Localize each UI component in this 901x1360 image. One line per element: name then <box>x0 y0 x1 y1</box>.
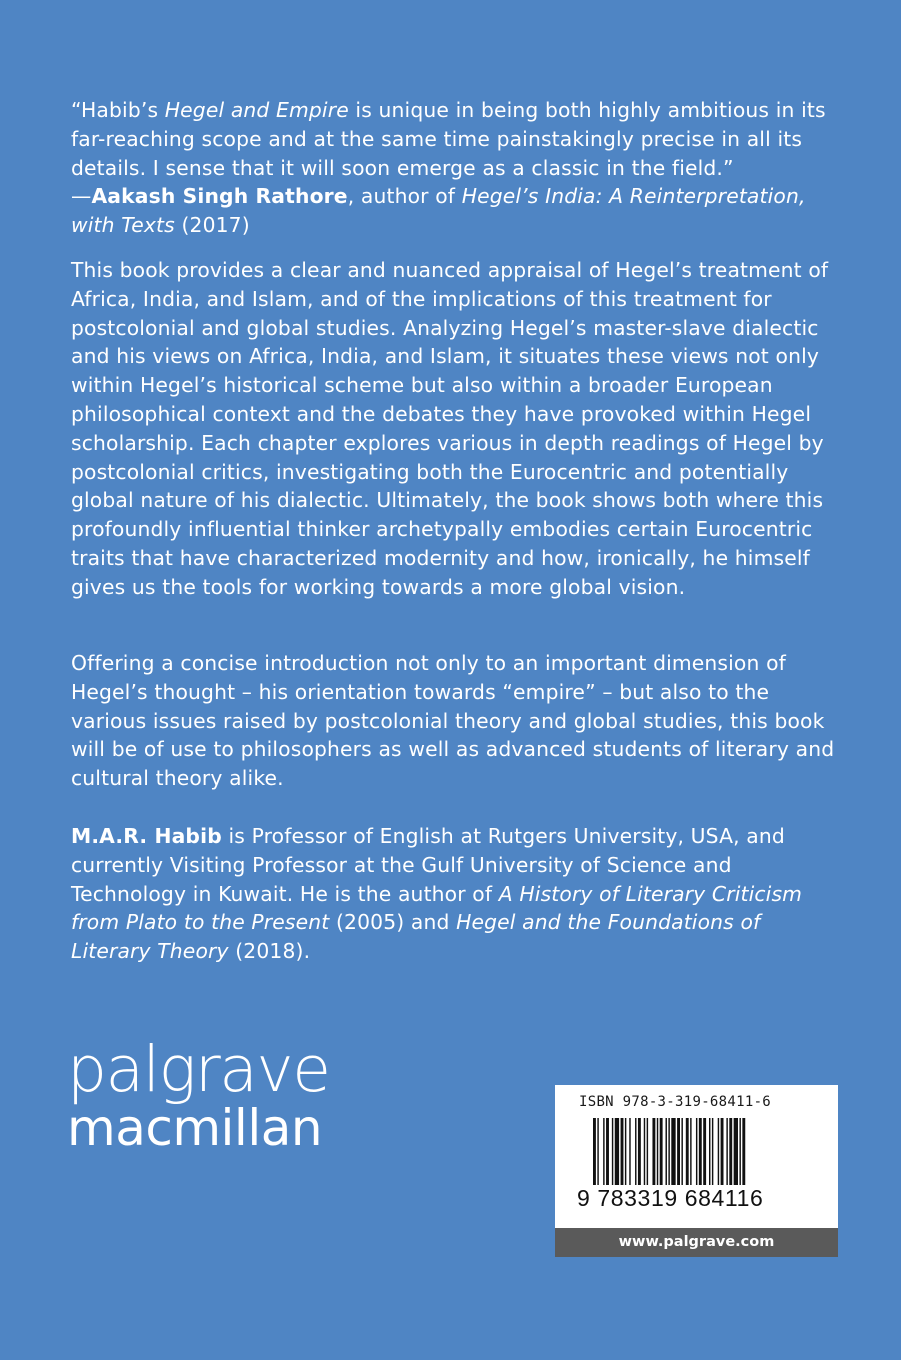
bio-book-2: Hegel and the Foundations of Literary Theory <box>71 910 761 964</box>
book-summary <box>71 649 846 793</box>
quote-author-name: Aakash Singh Rathore <box>91 184 348 209</box>
bio-text-1: is Professor of English at Rutgers University, USA, and currently Visiting Professor at the Gulf University of Science and Technology in Kuwait. He is the author of <box>71 824 785 906</box>
quote-year: (2017) <box>174 213 250 238</box>
bio-text-3: (2018). <box>228 939 311 964</box>
quote-author-book: Hegel’s India: A Reinterpretation, with Texts <box>71 184 806 238</box>
bio-text-2: (2005) and <box>329 910 457 935</box>
quote-book-title: Hegel and Empire <box>164 98 349 122</box>
quote-open: “Habib’s <box>71 98 165 122</box>
endorsement-quote <box>71 96 846 240</box>
summary-paragraph: Offering a concise introduction not only to an important dimension of Hegel’s thought – his orientation towards “empire” – but also to the various issues raised by postcolonial theory and global studies, this book will be of use to philosophers as well as advanced students of literary and cultural theory alike. <box>71 651 835 791</box>
barcode-panel <box>555 1085 838 1257</box>
publisher-url: www.palgrave.com <box>555 1228 838 1257</box>
bio-author-name: M.A.R. Habib <box>71 824 222 848</box>
logo-palgrave: palgrave <box>67 1033 330 1106</box>
barcode-digits: 9 783319 684116 <box>577 1185 764 1211</box>
description-paragraph: This book provides a clear and nuanced appraisal of Hegel’s treatment of Africa, India, and Islam, and of the implications of this treatment for postcolonial and global studies. Analyzing Hegel’s master-slave dialectic and his views on Africa, India, and Islam, it situates these views not only within Hegel’s historical scheme but also within a broader European philosophical context and the debates they have provoked within Hegel scholarship. Each chapter explores various in depth readings of Hegel by postcolonial critics, investigating both the Eurocentric and potentially global nature of his dialectic. Ultimately, the book shows both where this profoundly influential thinker archetypally embodies certain Eurocentric traits that have characterized modernity and how, ironically, he himself gives us the tools for working towards a more global vision. <box>71 258 829 599</box>
book-description <box>71 256 846 602</box>
bio-book-1: A History of Literary Criticism from Plato to the Present <box>71 881 803 935</box>
publisher-logo <box>67 1033 330 1157</box>
author-bio <box>71 822 846 966</box>
quote-dash: — <box>71 184 92 209</box>
barcode-image <box>593 1118 808 1185</box>
quote-author-of: , author of <box>347 184 462 209</box>
logo-macmillan: macmillan <box>67 1099 323 1157</box>
quote-body: is unique in being both highly ambitious in its far-reaching scope and at the same time painstakingly precise in all its details. I sense that it will soon emerge as a classic in the field.” <box>71 98 826 180</box>
isbn-label: ISBN 978-3-319-68411-6 <box>579 1094 772 1110</box>
